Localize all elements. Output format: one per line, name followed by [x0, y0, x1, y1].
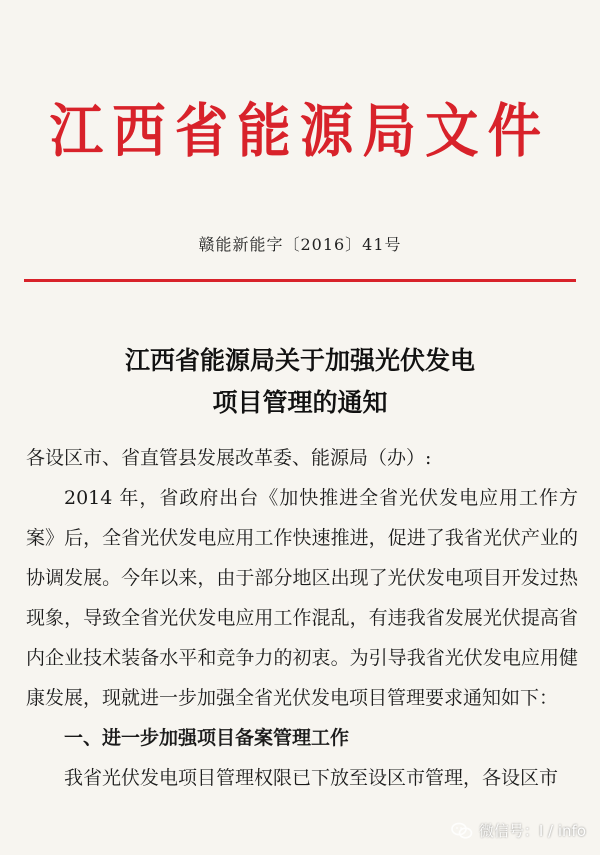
document-title — [0, 340, 600, 424]
body-paragraph-2: 我省光伏发电项目管理权限已下放至设区市管理，各设区市 — [64, 767, 559, 789]
section-heading-1: 一、进一步加强项目备案管理工作 — [64, 727, 350, 749]
body-paragraph-1: 2014 年，省政府出台《加快推进全省光伏发电应用工作方案》后，全省光伏发电应用工作快速推进，促进了我省光伏产业的协调发展。今年以来，由于部分地区出现了光伏发电项目开发过热现象，导致全省光伏发电应用工作混乱，有违我省发展光伏提高省内企业技术装备水平和竞争力的初衷。为引导我省光伏发电应用健康发展，现就进一步加强全省光伏发电项目管理要求通知如下： — [26, 487, 578, 709]
wechat-watermark — [451, 820, 586, 841]
watermark-text: 微信号：I / info — [478, 822, 586, 840]
document-body — [26, 438, 578, 798]
document-title-line-1: 江西省能源局关于加强光伏发电 — [124, 346, 475, 375]
header-red-rule — [24, 279, 576, 282]
wechat-icon — [451, 822, 473, 840]
document-title-line-2: 项目管理的通知 — [212, 388, 388, 417]
document-number: 赣能新能字〔2016〕41号 — [198, 235, 402, 254]
document-header-title: 江西省能源局文件 — [49, 97, 551, 165]
salutation: 各设区市、省直管县发展改革委、能源局（办）: — [26, 447, 432, 469]
